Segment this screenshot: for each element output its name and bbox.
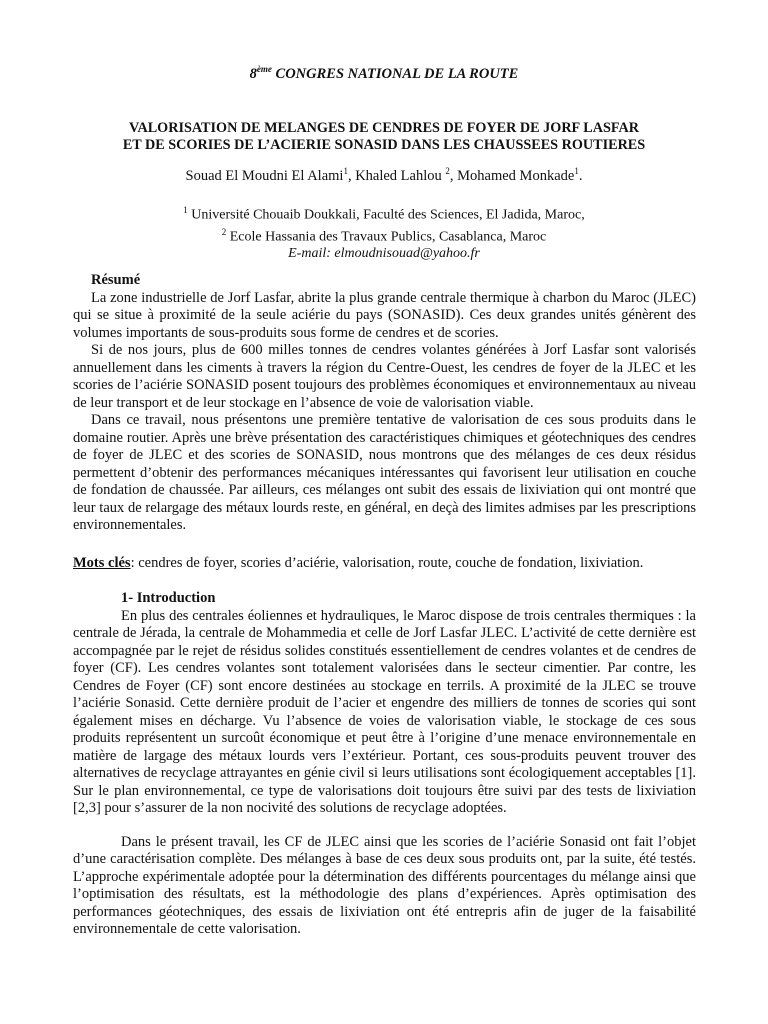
title-line-2: ET DE SCORIES DE L’ACIERIE SONASID DANS LES CHAUSSEES ROUTIERES [122, 137, 646, 153]
affiliation-1-number: 1 [183, 205, 188, 215]
introduction-heading: 1- Introduction [121, 590, 216, 606]
title-line-1: VALORISATION DE MELANGES DE CENDRES DE FOYER DE JORF LASFAR [129, 120, 639, 136]
abstract-paragraph-1: La zone industrielle de Jorf Lasfar, abrite la plus grande centrale thermique à charbon du Maroc (JLEC) qui se situe à proximité de la seule aciérie du pays (SONASID). Ces deux grandes unités génèrent des volumes importants de sous-produits sous forme de cendres et de scories. [73, 289, 696, 341]
abstract-paragraph-2: Si de nos jours, plus de 600 milles tonnes de cendres volantes générées à Jorf Lasfar sont valorisés annuellement dans les ciments à travers la région du Centre-Ouest, les cendres de foyer de la JLEC et les scories de l’aciérie SONASID posent toujours des problèmes économiques et environnementaux au niveau de leur transport et de leur stockage en l’absence de voie de valorisation viable. [73, 342, 696, 411]
introduction-paragraph-2: Dans le présent travail, les CF de JLEC ainsi que les scories de l’aciérie Sonasid ont fait l’objet d’une caractérisation complète. Des mélanges à base de ces deux sous produits ont, par la suite, été testés. L’approche expérimentale adoptée pour la détermination des différents pourcentages du mélange ainsi que l’optimisation des résultats, est la méthodologie des plans d’expériences. Après optimisation des performances géotechniques, des essais de lixiviation ont été entrepris afin de juger de la faisabilité environnementale de cette valorisation. [73, 833, 696, 937]
abstract-section [73, 272, 696, 535]
abstract-heading: Résumé [91, 272, 141, 288]
author-1-affiliation: 1 [343, 166, 348, 176]
congress-superscript: ème [256, 64, 272, 74]
author-2: , Khaled Lahlou [347, 167, 446, 184]
author-1: Souad El Moudni El Alami [185, 167, 344, 184]
affiliation-1 [0, 202, 768, 224]
affiliation-2-number: 2 [221, 226, 227, 237]
author-2-affiliation: 2 [445, 166, 450, 176]
affiliation-1-text: Université Chouaib Doukkali, Faculté des Sciences, El Jadida, Maroc, [187, 207, 585, 223]
keywords-label: Mots clés [73, 555, 131, 571]
introduction-paragraph-1: En plus des centrales éoliennes et hydrauliques, le Maroc dispose de trois centrales thermiques : la centrale de Jérada, la centrale de Mohammedia et celle de Jorf Lasfar JLEC. L’activité de cette dernière est accompagnée par le rejet de résidus solides constitués essentiellement de cendres volantes et de cendres de foyer (CF). Les cendres volantes sont totalement valorisées dans le secteur cimentier. Par contre, les Cendres de Foyer (CF) sont encore destinées au stockage en terrils. A proximité de la JLEC se trouve l’aciérie Sonasid. Cette dernière produit de l’acier et engendre des milliers de tonnes de scories qui sont également mises en décharge. Vu l’absence de voies de valorisation viable, le stockage de ces sous produits représentent un surcoût économique et peut être à l’origine d’une menace environnementale en matière de largage des métaux lourds vers l’extérieur. Portant, ces sous-produits peuvent trouver des alternatives de recyclage attrayantes en génie civil si leurs utilisations sont écologiquement acceptables [1]. Sur le plan environnemental, ce type de valorisations doit toujours être suivi par des tests de lixiviation [2,3] pour s’assurer de la non nocivité des solutions de recyclage adoptées. [73, 607, 696, 816]
affiliation-2 [0, 224, 768, 246]
congress-header [0, 64, 768, 83]
author-3-affiliation: 1 [574, 166, 579, 176]
abstract-paragraph-3: Dans ce travail, nous présentons une première tentative de valorisation de ces sous produits dans le domaine routier. Après une brève présentation des caractéristiques chimiques et géotechniques des cendres de foyer de JLEC et des scories de SONASID, nous montrons que des mélanges de ces deux résidus permettent d’obtenir des performances mécaniques intéressantes qui favorisent leur utilisation en couche de fondation de chaussée. Par ailleurs, ces mélanges ont subit des essais de lixiviation qui ont montré que leur taux de relargage des métaux lourds reste, en général, en deçà des limites admises par les prescriptions environnementales. [73, 412, 696, 533]
keywords-text: : cendres de foyer, scories d’aciérie, valorisation, route, couche de fondation, lixiviation. [130, 555, 644, 571]
congress-number: 8 [249, 65, 257, 82]
keywords-section [73, 555, 696, 573]
author-list-end: . [578, 167, 583, 184]
affiliation-2-text: Ecole Hassania des Travaux Publics, Casablanca, Maroc [226, 229, 547, 245]
affiliations [0, 202, 768, 262]
contact-email: E-mail: elmoudnisouad@yahoo.fr [288, 246, 480, 262]
congress-name: CONGRES NATIONAL DE LA ROUTE [271, 65, 519, 82]
author-3: , Mohamed Monkade [449, 167, 575, 184]
keywords-line [73, 555, 696, 573]
introduction-section [73, 590, 696, 939]
paper-title [60, 120, 708, 154]
author-list [0, 166, 768, 185]
